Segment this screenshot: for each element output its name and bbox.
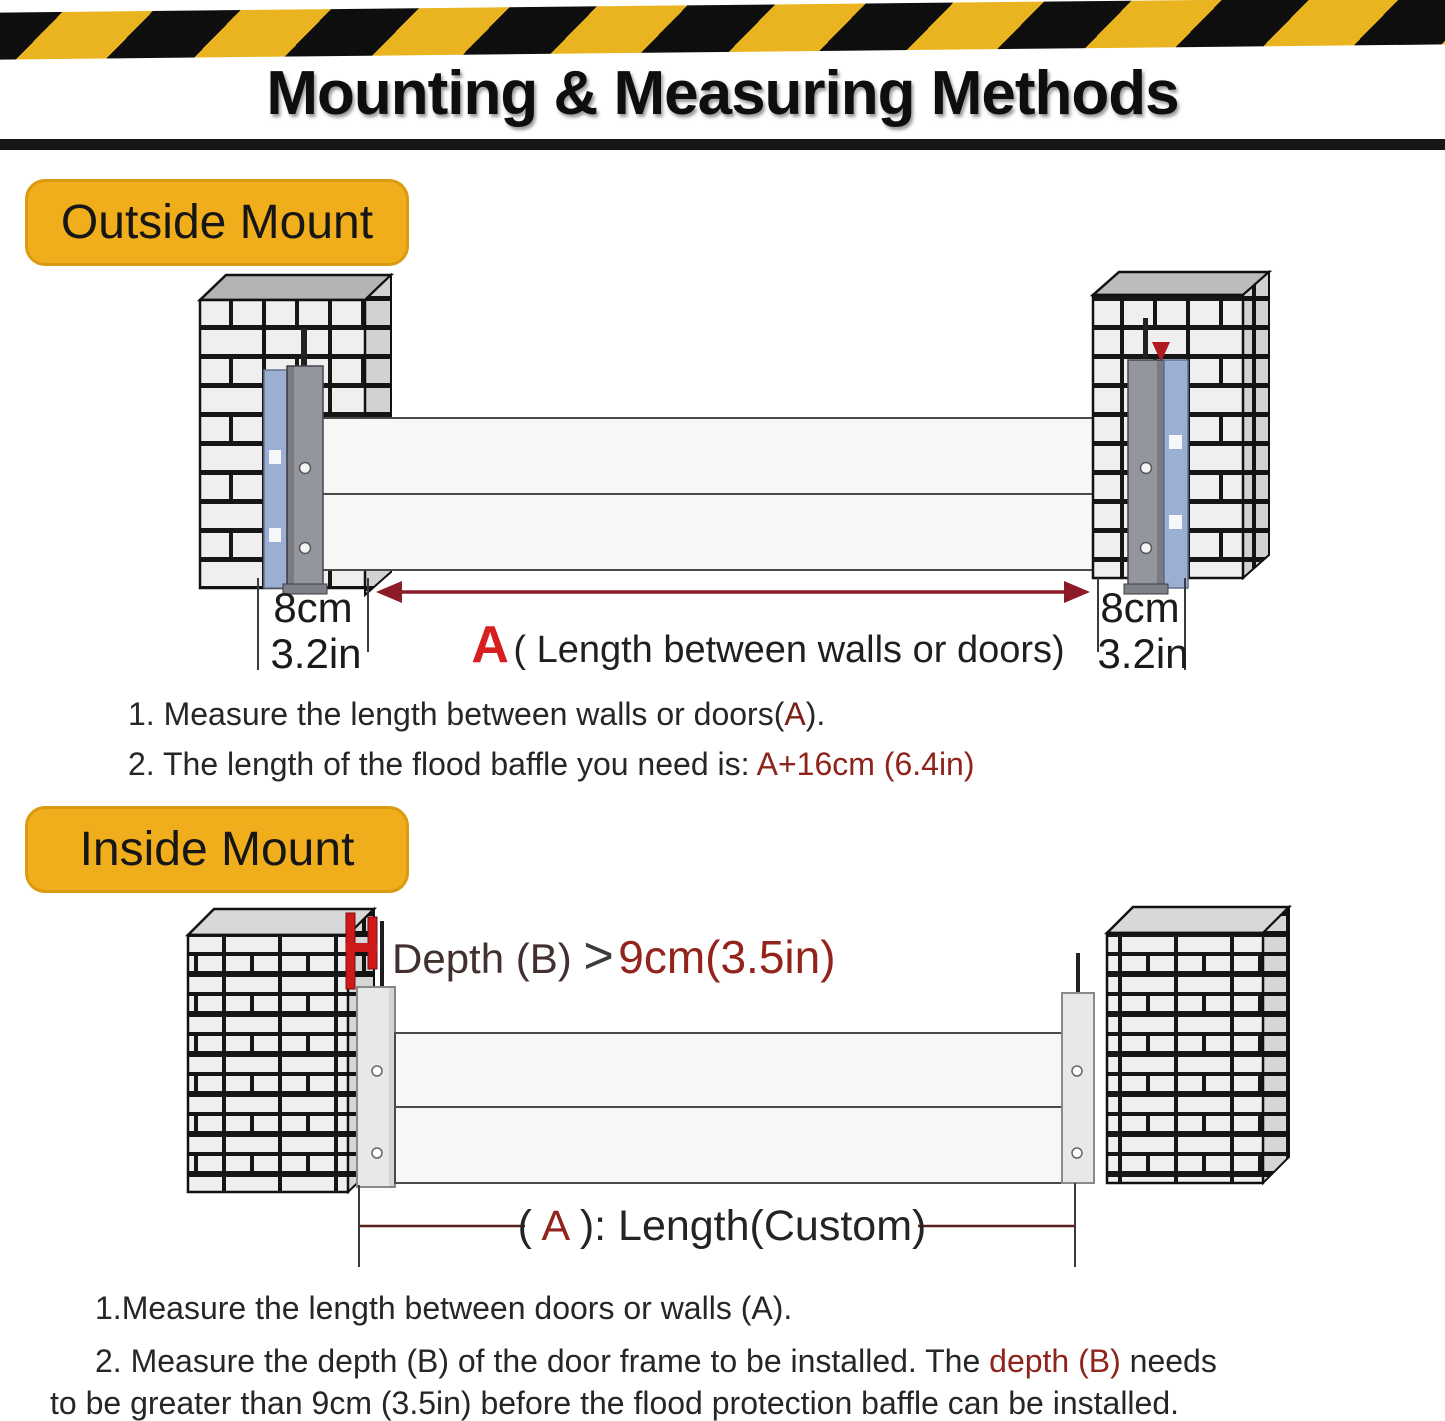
screw-hole	[372, 1148, 382, 1158]
length-a-letter: A	[541, 1202, 568, 1250]
depth-caption	[392, 927, 836, 985]
inside-mount-badge	[25, 806, 409, 893]
flood-baffle-panels	[322, 418, 1128, 570]
inside-mount-steps	[50, 1288, 1445, 1421]
screw-hole	[1072, 1148, 1082, 1158]
right-rubber-seal	[1164, 360, 1188, 588]
greater-than-sign: >	[583, 927, 614, 985]
screw-hole	[1141, 463, 1152, 474]
length-text: ): Length(Custom)	[579, 1202, 927, 1250]
right-brick-pillar	[1107, 907, 1289, 1183]
dim-a-text: ( Length between walls or doors)	[513, 629, 1065, 671]
dimension-a-arrow	[376, 581, 1090, 603]
depth-value: 9cm(3.5in)	[618, 931, 836, 983]
right-anchor-bolt	[1143, 318, 1148, 358]
flood-baffle-panels	[395, 1033, 1062, 1183]
screw-hole	[1072, 1066, 1082, 1076]
outside-mount-badge	[25, 179, 409, 266]
anchor-pin	[1076, 953, 1080, 993]
screw-hole	[300, 543, 311, 554]
page-title: Mounting & Measuring Methods	[266, 59, 1179, 128]
inside-step-2: 2. Measure the depth (B) of the door frame to be installed. The depth (B) needs to be greater than 9cm (3.5in) before the flood protection baffle can be installed.	[50, 1343, 1217, 1421]
screw-hole	[1141, 543, 1152, 554]
inside-mount-badge-label: Inside Mount	[79, 823, 355, 876]
dim-left-in-label: 3.2in	[270, 630, 362, 677]
right-mounting-channel	[1062, 953, 1094, 1183]
outside-mount-steps	[128, 694, 1328, 784]
inside-step-1: 1.Measure the length between doors or walls (A).	[95, 1290, 793, 1326]
title-underline	[0, 139, 1445, 150]
depth-label: Depth (B)	[392, 935, 584, 982]
dim-a-letter: A	[471, 616, 509, 674]
length-open-paren: (	[517, 1202, 532, 1250]
outside-step-2: 2. The length of the flood baffle you need is: A+16cm (6.4in)	[128, 746, 975, 782]
length-caption	[518, 1202, 927, 1250]
outside-mount-badge-label: Outside Mount	[60, 196, 374, 249]
dim-left-cm-label: 8cm	[273, 584, 353, 631]
left-rubber-seal	[264, 370, 287, 588]
left-mounting-channel	[357, 987, 395, 1187]
outside-mount-diagram	[0, 270, 1445, 680]
dim-right-in-label: 3.2in	[1097, 630, 1189, 677]
outside-step-1: 1. Measure the length between walls or doors(A).	[128, 696, 826, 732]
screw-hole	[372, 1066, 382, 1076]
dim-right-cm-label: 8cm	[1100, 584, 1180, 631]
hazard-tape-stripe	[0, 0, 1445, 60]
dim-a-caption	[471, 616, 1064, 674]
right-mounting-channel	[1124, 318, 1188, 594]
inside-mount-diagram	[0, 895, 1445, 1295]
length-dimension	[359, 1183, 1075, 1267]
screw-hole	[300, 463, 311, 474]
